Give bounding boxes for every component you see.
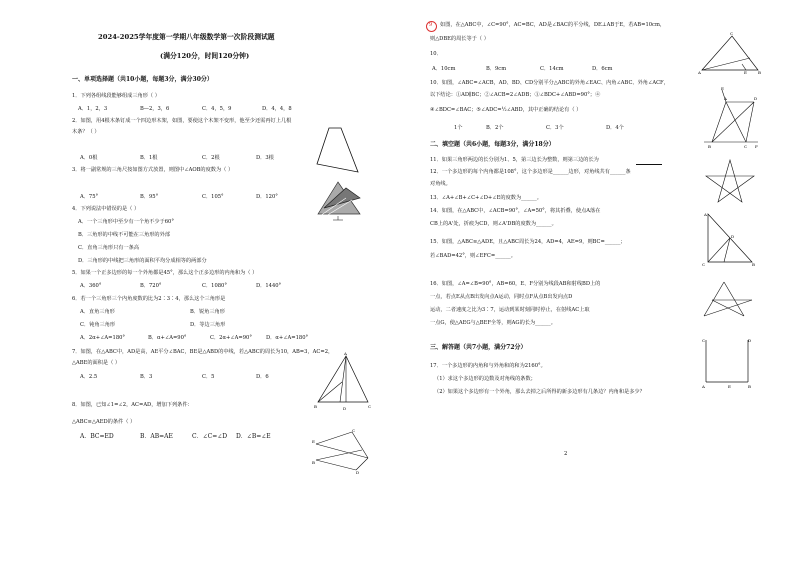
q15-line1: 15．如图，△ABC≌△ADE，且△ABC周长为24，AD=4，AE=9，则BC=______；: [430, 239, 626, 245]
q5-stem: 5．如果一个正多边形的每一个外角都是45°，那么这个正多边形的内角和为（ ）: [72, 270, 258, 276]
svg-text:D: D: [731, 234, 735, 239]
svg-text:D: D: [356, 470, 360, 475]
q11-stem: 11．如果三角形两边的长分别为1、5，第三边长为整数，则第三边的长为: [430, 157, 599, 163]
q13-star-figure: [700, 158, 760, 206]
svg-text:D: D: [343, 406, 347, 411]
svg-text:D: D: [748, 338, 752, 343]
svg-text:B: B: [312, 460, 315, 465]
q6-stem: 6．若一个三角形三个内角度数的比为2∶3∶4，那么这个三角形是: [72, 296, 226, 302]
q4-option-b: B．三角形的中线不可能在三角形的外部: [78, 232, 170, 238]
q5-option-d: D．1440°: [256, 283, 282, 289]
q6-option-c: C．钝角三角形: [80, 322, 116, 328]
q11-answer-blank[interactable]: [636, 160, 662, 165]
q10-stem-line2: 以下结论：①AD∥BC；②∠ACB=2∠ADB；③∠BDC+∠ABD=90°；④: [430, 92, 601, 98]
q2-option-c: C．2根: [202, 155, 220, 161]
q5-option-c: C．1080°: [202, 283, 227, 289]
svg-text:B: B: [758, 70, 761, 75]
q2-stem-line2: 木条？（ ）: [72, 129, 100, 135]
q8-stem-line2: △ABC≌△AED的条件（ ）: [72, 419, 136, 425]
q17-stem: 17．一个多边形的内角和与外角和的和为2160°。: [430, 363, 546, 369]
q7-option-row-a: A．2α+∠A=180°: [80, 335, 126, 341]
q17-part1: （1）求这个多边形的边数及对角线的条数；: [434, 376, 536, 382]
q1-option-d: D．4，4，8: [262, 106, 292, 112]
page-subtitle: (满分120分，时间120分钟): [160, 52, 250, 60]
q8-option-b: B．AB=AE: [140, 433, 173, 440]
q2-quadrilateral-figure: [315, 126, 360, 174]
svg-text:E: E: [721, 86, 724, 91]
q6-option-b: B．锐角三角形: [190, 309, 225, 315]
q16-line1: 16．如图，∠A=∠B=90°，AB=60，E、F分别为线段AB和射线BD上的: [430, 281, 601, 287]
svg-text:B: B: [314, 404, 317, 409]
q16-line2: 一点，若点E从点B出发向点A运动，同时点F从点B出发向点D: [430, 294, 573, 300]
q3-option-c: C．105°: [202, 194, 224, 200]
q7-option-row-d: D．α+∠A=180°: [266, 335, 309, 341]
q15-congruent-figure: [700, 280, 756, 320]
q9-number: 9: [429, 22, 433, 28]
q9-option-a: A．10cm: [432, 66, 456, 72]
q9-option-b: B．9cm: [486, 66, 507, 72]
svg-text:A: A: [724, 96, 727, 101]
q10-number-fragment: 10．: [430, 51, 442, 57]
svg-text:D: D: [754, 96, 758, 101]
q8-option-d: D．∠B=∠E: [236, 433, 271, 440]
svg-text:C: C: [702, 262, 706, 267]
q8-option-c: C．∠C=∠D: [192, 433, 228, 440]
svg-text:A: A: [698, 70, 701, 75]
q4-option-c: C．直角三角形只有一条高: [78, 245, 140, 251]
q9-option-d: D．6cm: [592, 66, 613, 72]
q5-option-a: A．360°: [80, 283, 102, 289]
q5-option-b: B．720°: [140, 283, 162, 289]
q8-congruent-triangles-figure: [312, 430, 372, 474]
q7-option-row-c: C．2α+∠A=90°: [210, 335, 252, 341]
q1-option-c: C．4，5，9: [202, 106, 232, 112]
section-3-heading: 三、解答题（共7小题，满分72分）: [430, 344, 527, 351]
q7-option-row-b: B．α+∠A=90°: [148, 335, 187, 341]
q8-option-a: A．BC=ED: [80, 433, 114, 440]
svg-text:C: C: [352, 428, 356, 433]
svg-text:E: E: [312, 439, 315, 444]
svg-text:B: B: [748, 384, 751, 389]
q10-stem-line3: ④∠BDC=∠BAC；⑤∠ADC=½∠ABD，其中正确的结论有（ ）: [430, 107, 582, 113]
svg-text:C: C: [730, 31, 734, 36]
q14-line1: 14．如图，在△ABC中，∠ACB=90°，∠A=50°，将其折叠，使点A落在: [430, 208, 601, 214]
q1-option-a: A．1，2，3: [78, 106, 108, 112]
q10-option-d: D．4个: [606, 125, 624, 131]
q14-line2: CB上的A'处，折痕为CD，则∠A'DB的度数为______。: [430, 221, 557, 227]
q10-option-a: 1个: [454, 125, 463, 131]
q12-line1: 12．一个多边形的每个内角都是108°，这个多边形是______边形，对角线共有______条: [430, 169, 631, 175]
page-title: 2024-2025学年度第一学期八年级数学第一次阶段测试题: [98, 33, 275, 41]
q8-stem: 8．如图，已知∠1=∠2，AC=AD，增加下列条件：: [72, 402, 193, 408]
q9-option-c: C．14cm: [540, 66, 564, 72]
q13-stem: 13．∠A+∠B+∠C+∠D+∠E的度数为______。: [430, 195, 542, 201]
q4-option-a: A．一个三角形中至少有一个角不少于60°: [78, 219, 174, 225]
q9-right-triangle-figure: [698, 30, 762, 74]
svg-text:C: C: [702, 338, 706, 343]
svg-text:F: F: [755, 144, 758, 149]
q16-rectangle-figure: [700, 338, 756, 388]
q10-triangle-figure: [702, 86, 760, 150]
q7-option-c: C．5: [202, 374, 215, 380]
svg-text:A: A: [344, 351, 347, 356]
q9-stem-line2: 则△DBE的周长等于（ ）: [430, 36, 489, 42]
q7-stem-line2: △ABE的面积是（ ）: [72, 360, 121, 366]
q12-line2: 对角线。: [430, 181, 451, 187]
q1-option-b: B—2，3，6: [140, 106, 170, 112]
q6-option-a: A．直角三角形: [80, 309, 115, 315]
page-number: 2: [564, 451, 568, 457]
q3-triangle-rulers-figure: [316, 178, 364, 220]
q4-stem: 4．下列说法中错误的是（ ）: [72, 206, 140, 212]
q3-option-a: A．75°: [80, 194, 99, 200]
q14-folded-triangle-figure: [700, 212, 758, 268]
q2-stem-line1: 2．如图，用4根木条钉成一个四边形木架，如图，要使这个木架不变形，他至少还需再钉上几根: [72, 118, 292, 124]
svg-text:A: A: [704, 212, 707, 217]
q9-stem: 如图，在△ABC中，∠C=90°，AC=BC，AD是∠BAC的平分线，DE⊥AB于E，若AB=10cm，: [440, 22, 666, 28]
svg-text:B: B: [752, 262, 755, 267]
svg-text:E: E: [744, 70, 747, 75]
q7-stem-line1: 7．如图，在△ABC中，AD是高，AE平分∠BAC，BE是△ABD的中线，若△ABC的周长为10，AB=3，AC=2，: [72, 349, 334, 355]
q6-option-d: D．等边三角形: [190, 322, 226, 328]
svg-text:A: A: [702, 384, 705, 389]
q10-option-c: C．3个: [546, 125, 564, 131]
svg-text:B: B: [708, 144, 711, 149]
svg-text:C: C: [744, 144, 748, 149]
q2-option-a: A．0根: [80, 155, 98, 161]
section-1-heading: 一、单项选择题（共10小题，每题3分，满分30分）: [72, 76, 213, 83]
q3-option-b: B．95°: [140, 194, 159, 200]
q7-option-b: B．3: [140, 374, 153, 380]
q17-part2: （2）如果这个多边形有一个外角，那么去掉之后所得的新多边形有几条边？内角和是多少？: [434, 389, 645, 395]
svg-text:E: E: [728, 384, 731, 389]
q15-line2: 若∠BAD=42°，则∠EFC=______。: [430, 253, 516, 259]
q7-option-a: A．2.5: [80, 374, 98, 380]
q16-line3: 运动，二者速度之比为3∶7，运动到某时刻同时停止，在射线AC上取: [430, 307, 590, 313]
q1-stem: 1．下列各组线段能够组成三角形（ ）: [72, 93, 160, 99]
q10-option-b: B．2个: [486, 125, 504, 131]
q10-stem-line1: 10．如图，∠ABC=∠ACB，AD、BD、CD分别平分△ABC的外角∠EAC、内角∠ABC、外角∠ACF，: [430, 80, 669, 86]
q2-option-d: D．3根: [256, 155, 274, 161]
q3-option-d: D．120°: [256, 194, 278, 200]
svg-text:C: C: [368, 404, 372, 409]
q4-option-d: D．三角形的中线把三角形的面积平均分成相等的两部分: [78, 258, 207, 264]
q16-line4: 一点G，使△AEG与△BEF全等，则AG的长为______。: [430, 320, 556, 326]
q7-triangle-figure: [312, 352, 372, 414]
section-2-heading: 二、填空题（共6小题，每题3分，满分18分）: [430, 141, 555, 148]
q7-option-d: D．6: [256, 374, 269, 380]
q2-option-b: B．1根: [140, 155, 158, 161]
q3-stem: 3．将一副常规的三角尺按如图方式放置，则图中∠AOB的度数为（ ）: [72, 167, 234, 173]
